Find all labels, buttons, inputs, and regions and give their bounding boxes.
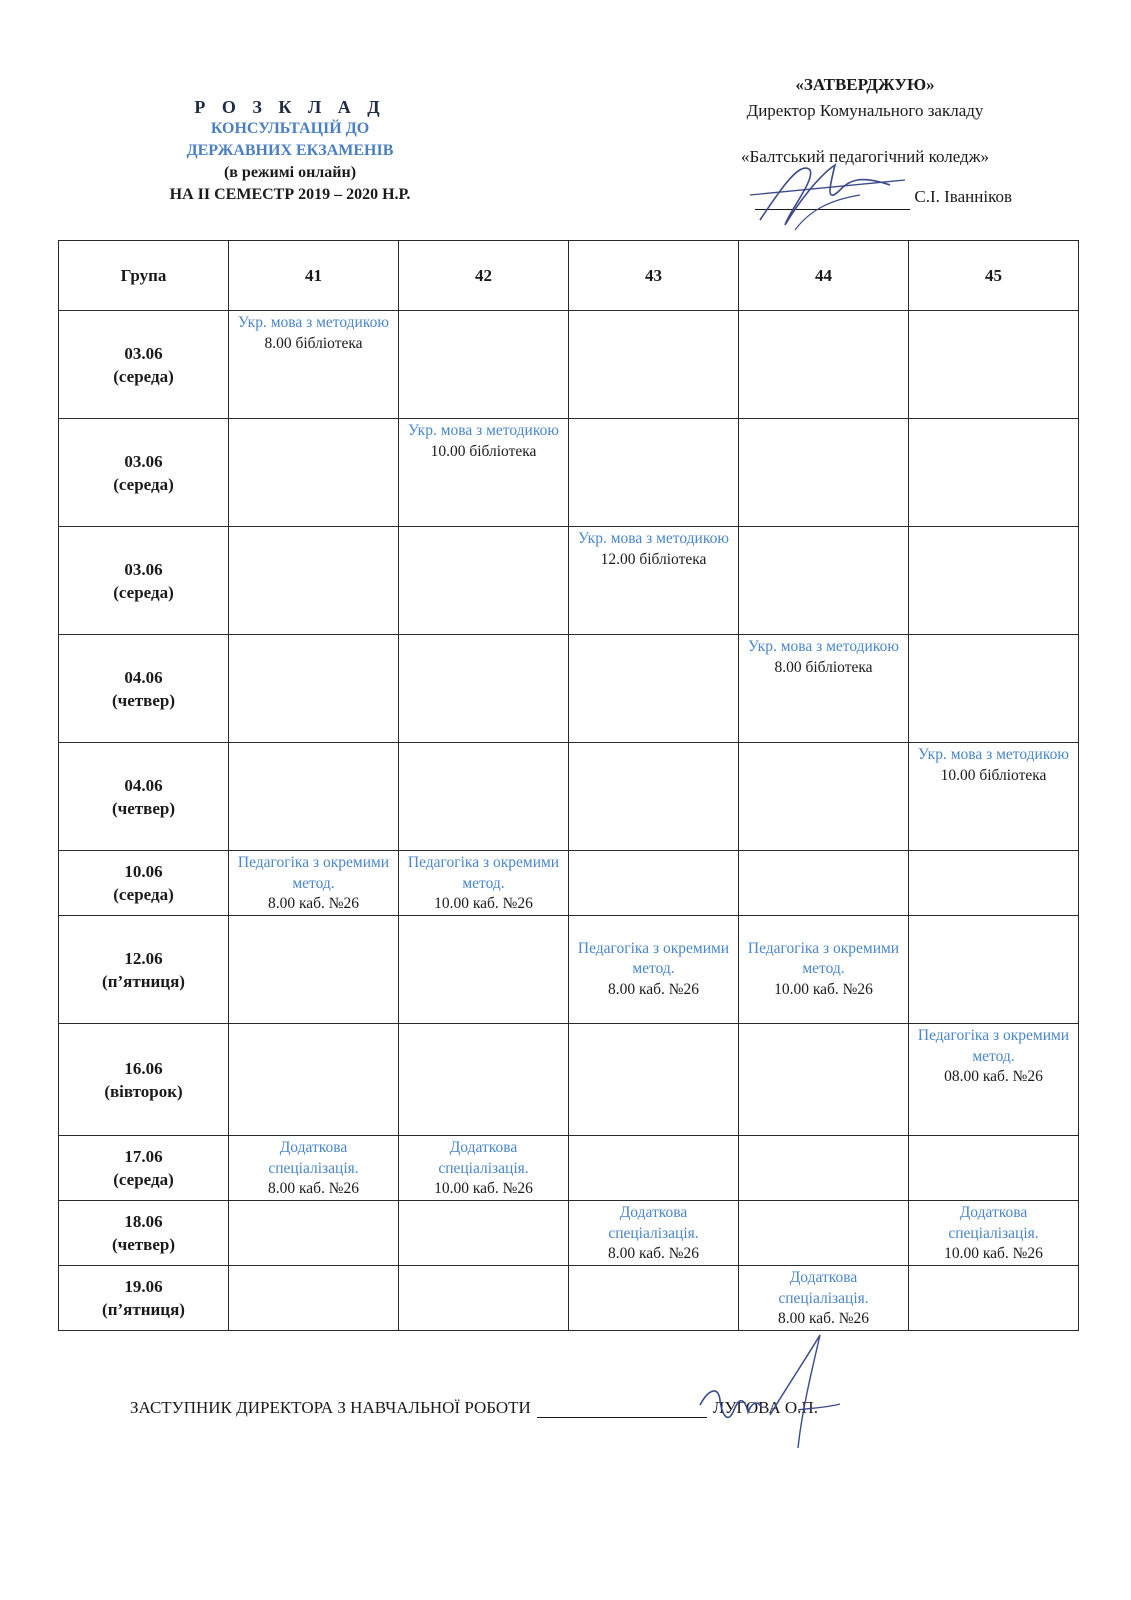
schedule-cell [229,527,399,635]
schedule-cell [739,851,909,916]
date-cell [59,1136,229,1201]
schedule-cell [909,311,1079,419]
subject-label: Педагогіка з окремими метод. [237,854,390,892]
table-row [59,635,1079,743]
title-line-4: НА ІІ СЕМЕСТР 2019 – 2020 Н.Р. [169,186,411,203]
footer-signature-line [537,1417,707,1418]
schedule-cell [909,1024,1079,1136]
subject-label: Педагогіка з окремими метод. [747,939,900,978]
date-cell [59,851,229,916]
schedule-cell [569,527,739,635]
schedule-cell [399,1201,569,1266]
schedule-cell [229,635,399,743]
footer-name: ЛУГОВА О.П. [712,1398,818,1417]
schedule-cell [909,916,1079,1024]
table-row [59,851,1079,916]
table-row [59,311,1079,419]
date-label: 16.06 [124,1058,163,1078]
time-location-label: 8.00 бібліотека [264,334,363,352]
date-label: 04.06 [124,775,163,795]
time-location-label: 10.00 бібліотека [430,442,537,460]
schedule-cell [569,419,739,527]
schedule-cell [909,743,1079,851]
table-row [59,1266,1079,1331]
schedule-cell [569,851,739,916]
subject-label: Додаткова спеціалізація. [268,1139,359,1177]
schedule-cell [399,527,569,635]
schedule-cell [229,916,399,1024]
subject-label: Додаткова спеціалізація. [948,1204,1039,1242]
schedule-cell [739,311,909,419]
schedule-cell [229,851,399,916]
director-signature [740,150,910,235]
schedule-cell [569,1024,739,1136]
schedule-cell [229,1136,399,1201]
date-label: 17.06 [124,1147,163,1166]
date-cell [59,311,229,419]
time-location-label: 10.00 каб. №26 [434,1180,533,1197]
schedule-cell [909,419,1079,527]
weekday-label: (четвер) [112,1235,175,1254]
subject-label: Педагогіка з окремими метод. [917,1027,1070,1065]
subject-label: Укр. мова з методикою [238,314,389,331]
time-location-label: 8.00 каб. №26 [267,1180,360,1197]
schedule-cell [229,1201,399,1266]
date-label: 18.06 [124,1212,163,1231]
time-location-label: 10.00 каб. №26 [434,895,533,912]
date-label: 19.06 [124,1277,163,1296]
table-row [59,1136,1079,1201]
table-row [59,527,1079,635]
schedule-cell [909,635,1079,743]
time-location-label: 12.00 бібліотека [600,550,707,568]
weekday-label: (п’ятниця) [102,1300,185,1319]
approval-college: «Балтський педагогічний коледж» [741,147,989,166]
date-cell [59,916,229,1024]
subject-label: Педагогіка з окремими метод. [407,854,560,892]
schedule-cell [229,1024,399,1136]
time-location-label: 8.00 каб. №26 [607,1245,700,1262]
schedule-cell [399,635,569,743]
time-location-label: 8.00 бібліотека [774,658,873,676]
date-cell [59,419,229,527]
schedule-cell [569,1136,739,1201]
document-title: Р О З К Л А Д [194,97,386,117]
footer-position: ЗАСТУПНИК ДИРЕКТОРА З НАВЧАЛЬНОЇ РОБОТИ [130,1398,531,1417]
weekday-label: (середа) [113,885,174,904]
approval-position: Директор Комунального закладу [746,101,984,120]
date-cell [59,1024,229,1136]
schedule-cell [569,635,739,743]
table-row [59,1024,1079,1136]
table-row [59,743,1079,851]
schedule-cell [399,419,569,527]
schedule-cell [909,1136,1079,1201]
date-label: 03.06 [124,451,163,471]
weekday-label: (середа) [113,1170,174,1189]
schedule-cell [229,1266,399,1331]
schedule-cell [569,311,739,419]
header-group-43: 43 [569,241,739,311]
header-group: Група [59,241,229,311]
title-line-1: КОНСУЛЬТАЦІЙ ДО [210,120,370,137]
schedule-cell [739,419,909,527]
date-cell [59,635,229,743]
schedule-cell [739,635,909,743]
date-label: 03.06 [124,559,163,579]
time-location-label: 10.00 каб. №26 [944,1245,1043,1262]
header-group-42: 42 [399,241,569,311]
weekday-label: (п’ятниця) [102,971,185,991]
schedule-cell [399,916,569,1024]
schedule-cell [229,743,399,851]
schedule-cell [909,851,1079,916]
subject-label: Укр. мова з методикою [408,422,559,439]
schedule-cell [229,311,399,419]
schedule-cell [399,1136,569,1201]
subject-label: Укр. мова з методикою [918,746,1069,763]
schedule-cell [569,743,739,851]
table-row [59,419,1079,527]
schedule-cell [399,1024,569,1136]
date-cell [59,1266,229,1331]
deputy-signature [690,1330,860,1450]
weekday-label: (вівторок) [104,1081,183,1101]
time-location-label: 8.00 каб. №26 [267,895,360,912]
title-line-3: (в режимі онлайн) [223,164,357,181]
schedule-cell [399,743,569,851]
schedule-cell [569,1266,739,1331]
time-location-label: 08.00 каб. №26 [944,1068,1043,1085]
table-row [59,1201,1079,1266]
schedule-cell [399,311,569,419]
schedule-table [58,240,1079,1331]
schedule-cell [569,1201,739,1266]
date-cell [59,1201,229,1266]
schedule-cell [739,1266,909,1331]
schedule-cell [909,527,1079,635]
schedule-cell [739,1024,909,1136]
table-header-row [59,241,1079,311]
date-cell [59,743,229,851]
subject-label: Укр. мова з методикою [748,638,899,655]
date-cell [59,527,229,635]
schedule-cell [569,916,739,1024]
subject-label: Педагогіка з окремими метод. [577,939,730,978]
weekday-label: (середа) [113,366,174,386]
subject-label: Додаткова спеціалізація. [778,1269,869,1307]
header-group-45: 45 [909,241,1079,311]
approval-heading: «ЗАТВЕРДЖУЮ» [795,75,935,94]
schedule-cell [739,916,909,1024]
schedule-cell [399,1266,569,1331]
date-label: 10.06 [124,862,163,881]
subject-label: Укр. мова з методикою [578,530,729,547]
schedule-cell [739,1201,909,1266]
subject-label: Додаткова спеціалізація. [608,1204,699,1242]
title-line-2: ДЕРЖАВНИХ ЕКЗАМЕНІВ [186,142,394,159]
date-label: 04.06 [124,667,163,687]
time-location-label: 8.00 каб. №26 [607,980,700,998]
table-row [59,916,1079,1024]
weekday-label: (четвер) [112,798,175,818]
schedule-cell [399,851,569,916]
date-label: 12.06 [124,948,163,968]
approval-name: С.І. Іваннiков [914,187,1012,206]
weekday-label: (четвер) [112,690,175,710]
schedule-cell [909,1201,1079,1266]
weekday-label: (середа) [113,474,174,494]
time-location-label: 10.00 бібліотека [940,766,1047,784]
weekday-label: (середа) [113,582,174,602]
date-label: 03.06 [124,343,163,363]
subject-label: Додаткова спеціалізація. [438,1139,529,1177]
header-group-44: 44 [739,241,909,311]
schedule-cell [229,419,399,527]
title-block [100,96,480,206]
time-location-label: 8.00 каб. №26 [777,1310,870,1327]
schedule-cell [909,1266,1079,1331]
time-location-label: 10.00 каб. №26 [774,980,873,998]
schedule-cell [739,743,909,851]
header-group-41: 41 [229,241,399,311]
schedule-cell [739,527,909,635]
schedule-cell [739,1136,909,1201]
